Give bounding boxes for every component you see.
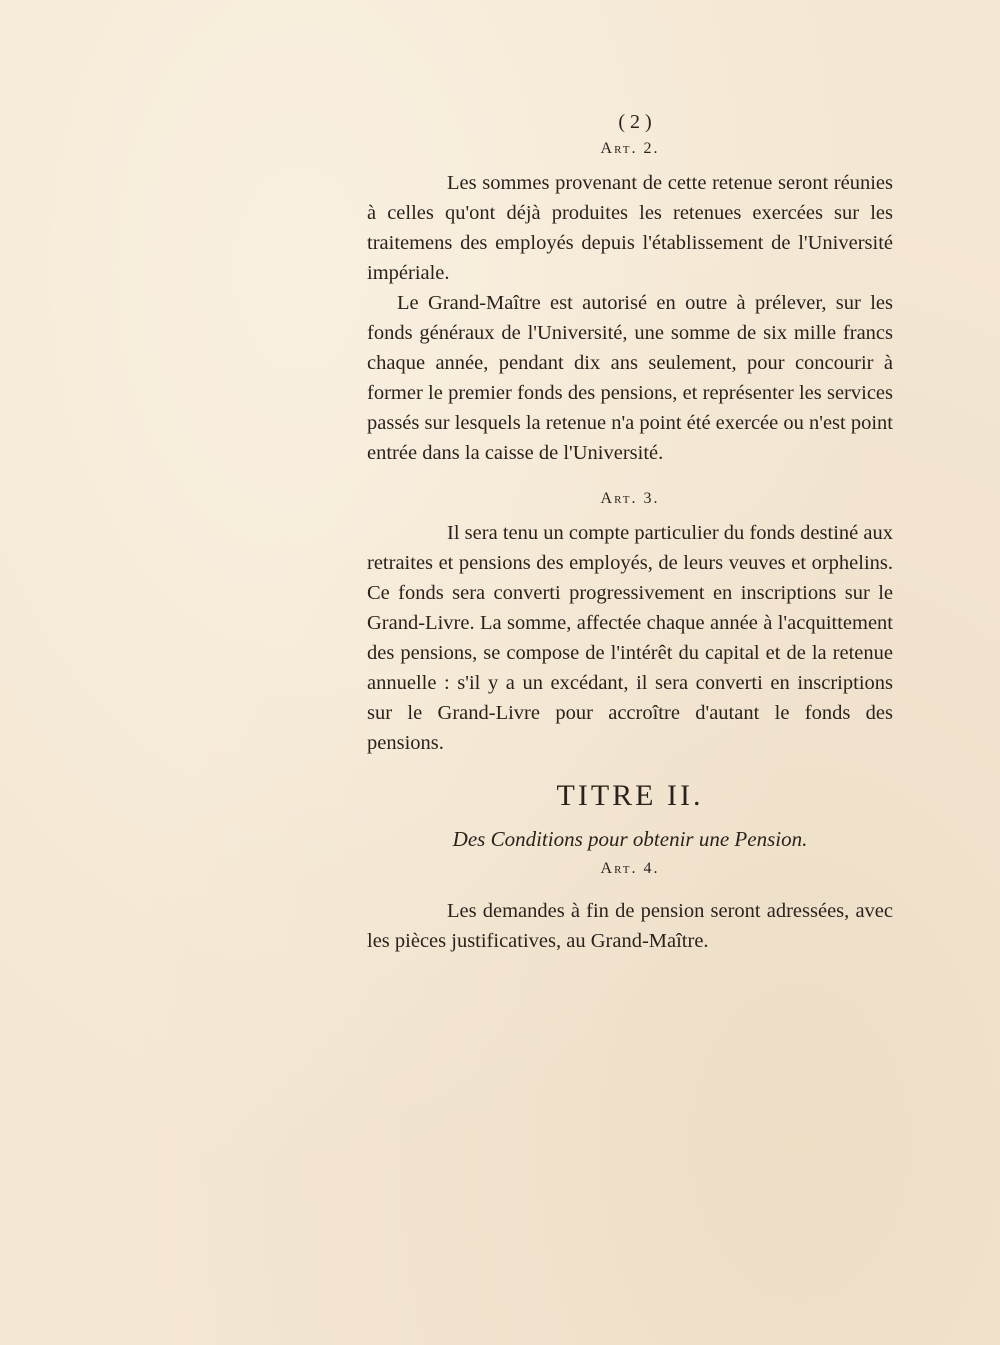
article-2-paragraph-2: Le Grand-Maître est autorisé en outre à prélever, sur les fonds généraux de l'Université, une somme de six mille francs chaque année, pendant dix ans seulement, pour concourir à former le premier fonds des pensions, et représenter les services passés sur lesquels la retenue n'a point été exercée ou n'est point entrée dans la caisse de l'Université. (367, 292, 893, 464)
article-4-heading: Art. 4. (600, 860, 660, 877)
page-number: ( 2 ) (618, 111, 652, 133)
article-4-paragraph-1: Les demandes à fin de pension seront adressées, avec les pièces justificatives, au Grand-Maître. (367, 900, 893, 952)
article-3-heading: Art. 3. (600, 490, 660, 507)
text-column (367, 108, 893, 956)
titre-2-subtitle: Des Conditions pour obtenir une Pension. (452, 827, 808, 851)
titre-2-heading: TITRE II. (556, 779, 704, 812)
article-3-paragraph-1: Il sera tenu un compte particulier du fonds destiné aux retraites et pensions des employés, de leurs veuves et orphelins. Ce fonds sera converti progressivement en inscriptions sur le Grand-Livre. La somme, affectée chaque année à l'acquittement des pensions, se compose de l'intérêt du capital et de la retenue annuelle : s'il y a un excédant, il sera converti en inscriptions sur le Grand-Livre pour accroître d'autant le fonds des pensions. (367, 522, 893, 754)
article-2-heading: Art. 2. (600, 140, 660, 157)
article-2-paragraph-1: Les sommes provenant de cette retenue seront réunies à celles qu'ont déjà produites les retenues exercées sur les traitemens des employés depuis l'établissement de l'Université impériale. (367, 172, 893, 284)
